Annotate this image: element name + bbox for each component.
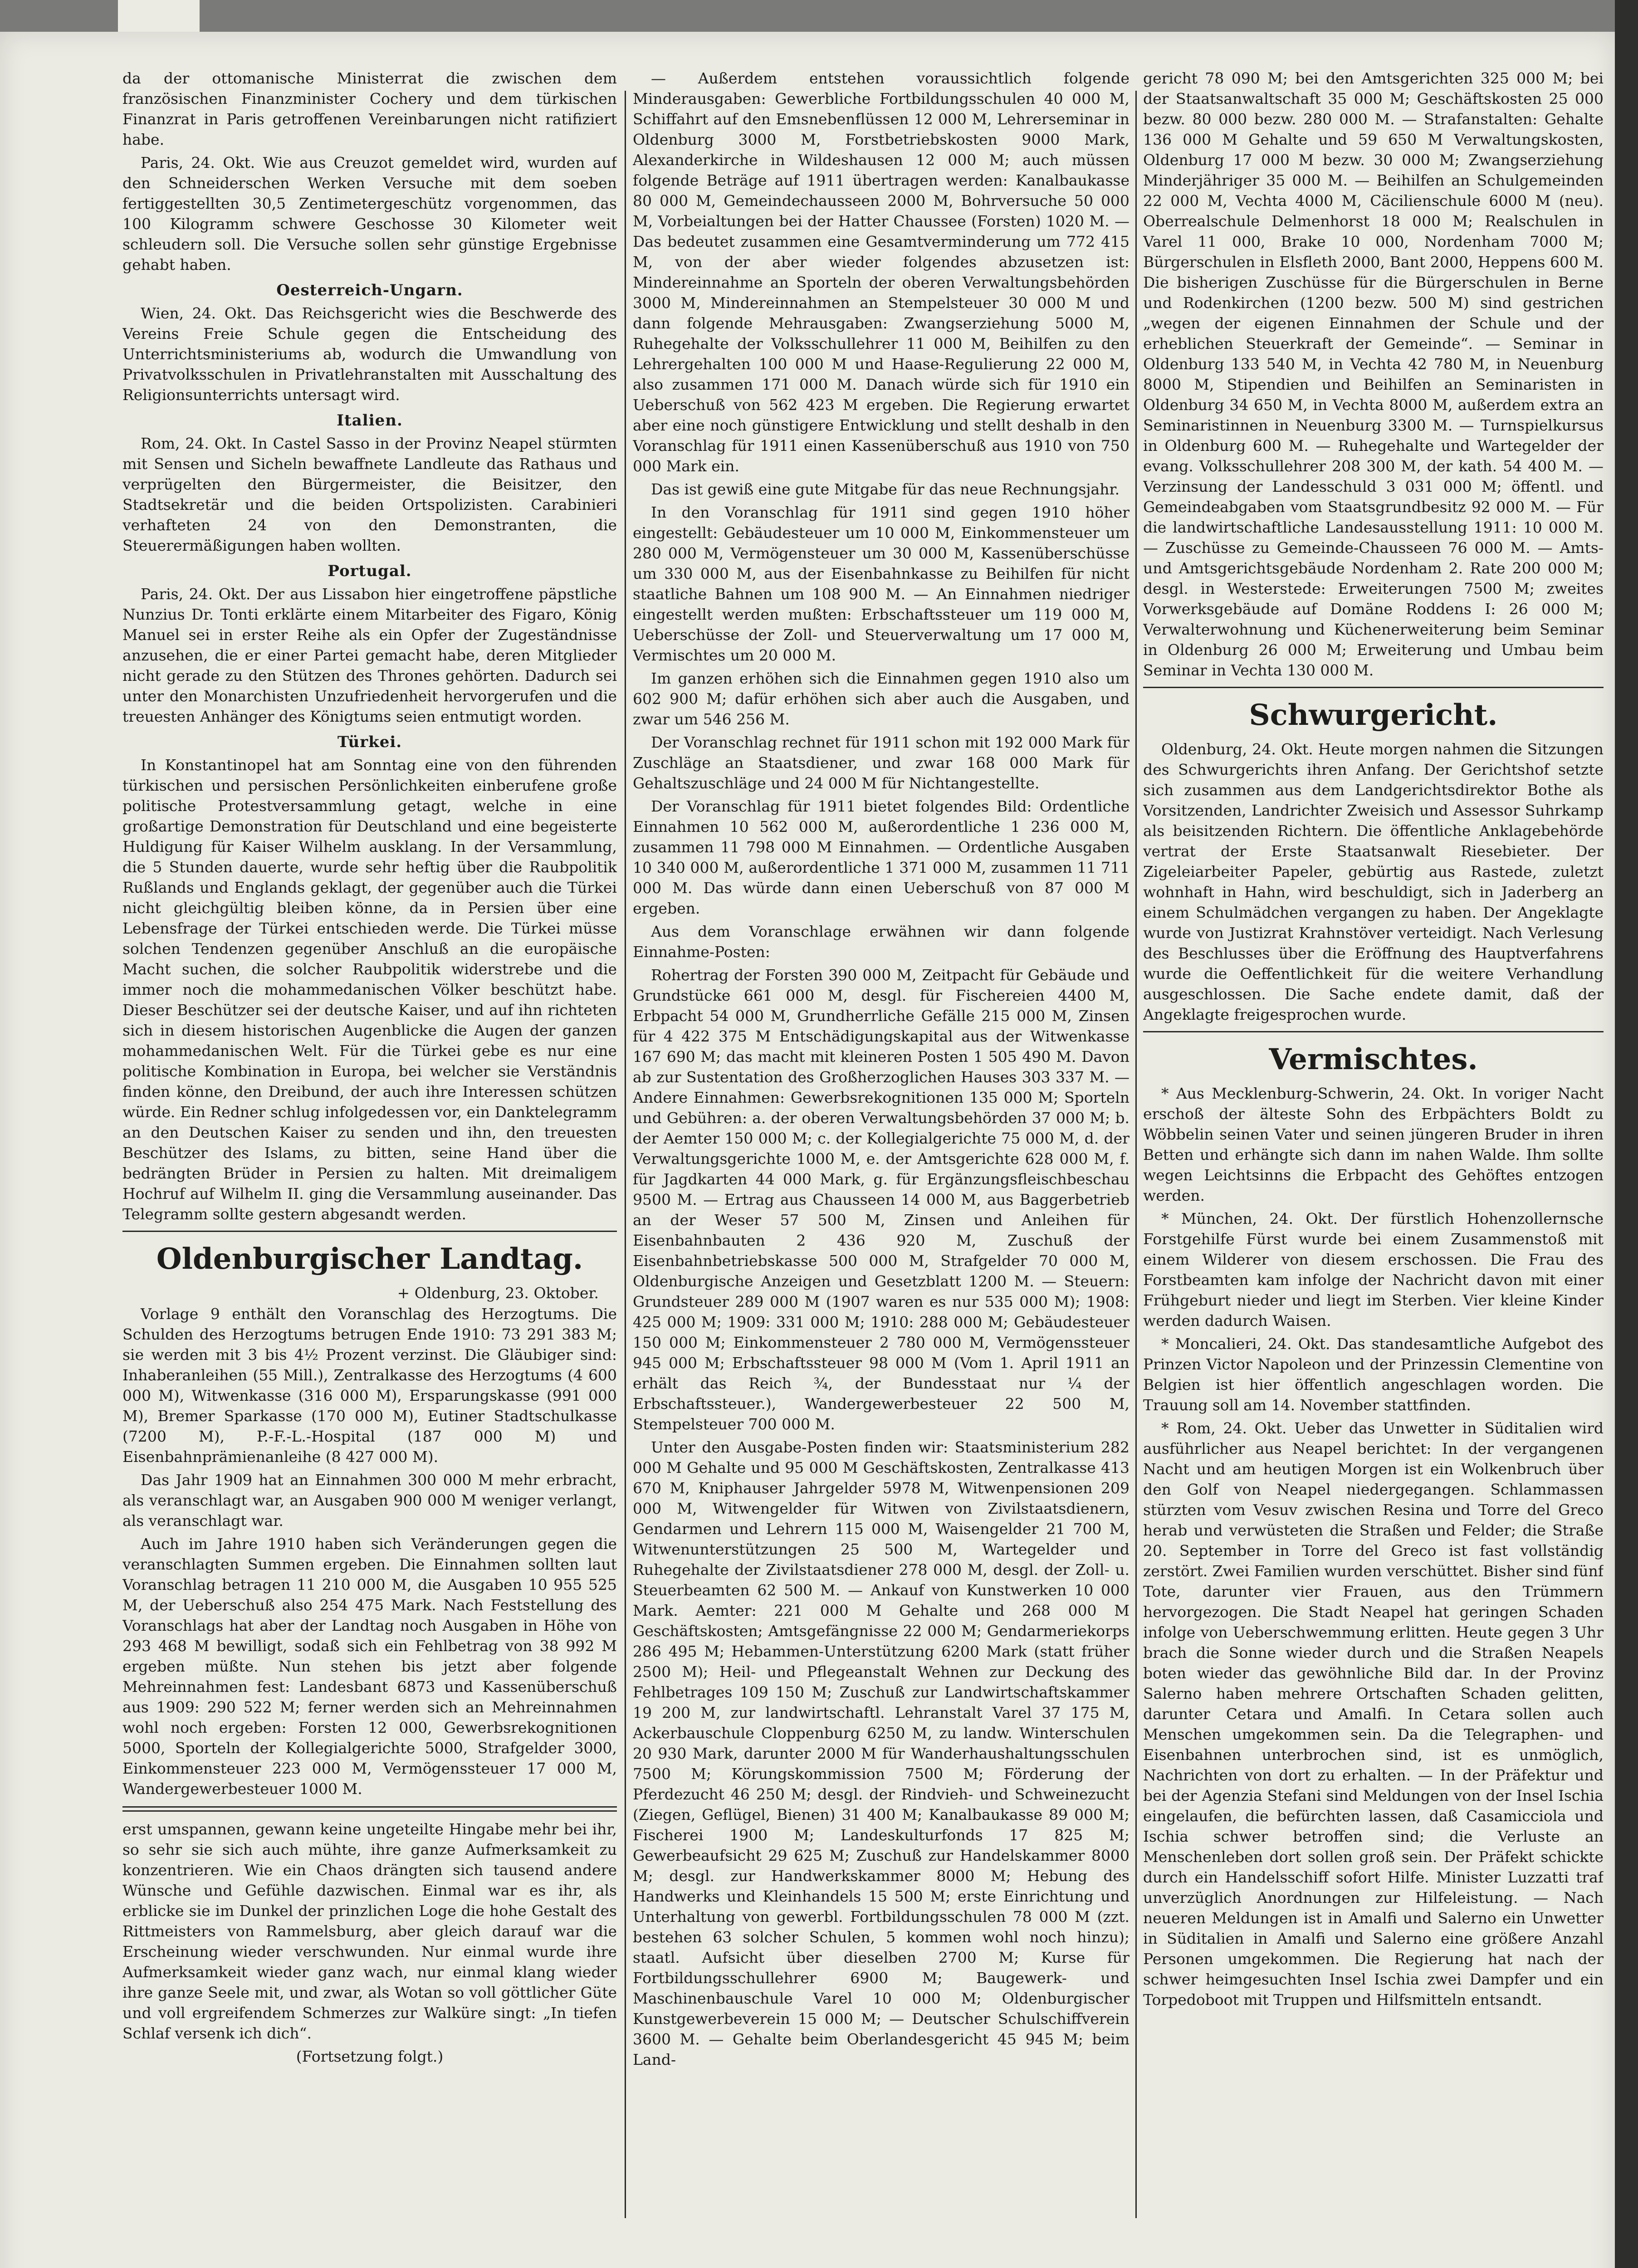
article-text: gericht 78 090 M; bei den Amtsgerichten 325 000 M; bei der Staatsanwaltschaft 35 000 M; Geschäftskosten 25 000 bezw. 80 000 bezw. 280 000 M. — Strafanstalten: Gehalte 136 000 M Gehalte und 59 650 M Verwaltungskosten, Oldenburg 17 000 M bezw. 30 000 M; Zwangserziehung Minderjähriger 35 000 M. — Beihilfen an Schulgemeinden 22 000 M, Vechta 4000 M, Cäcilienschule 6000 M (neu). Oberrealschule Delmenhorst 18 000 M; Realschulen in Varel 11 000, Brake 10 000, Nordenham 7000 M; Bürgerschulen in Elsfleth 2000, Bant 2000, Heppens 600 M. Die bisherigen Zuschüsse für die Bürgerschulen in Berne und Rodenkirchen (1200 bezw. 500 M) sind gestrichen „wegen der eigenen Einnahmen der Schule und der erheblichen Steuerkraft der Gemeinde“. — Seminar in Oldenburg 133 540 M, in Vechta 42 780 M, in Neuenburg 8000 M, Stipendien und Beihilfen an Seminaristen in Oldenburg 34 650 M, in Vechta 8000 M, außerdem extra an Seminaristinnen in Neuenburg 3300 M. — Turnspielkursus in Oldenburg 600 M. — Ruhegehalte und Wartegelder der evang. Volksschullehrer 208 300 M, der kath. 54 400 M. — Verzinsung der Landesschuld 3 031 000 M; öffentl. und Gemeindeabgaben vom Staatsgrundbesitz 92 000 M. — Für die landwirtschaftliche Landesausstellung 1911: 10 000 M. — Zuschüsse zu Gemeinde-Chausseen 76 000 M. — Amts- und Amtsgerichtsgebäude Nordenham 2. Rate 200 000 M; desgl. in Westerstede: Erweiterungen 7500 M; zweites Vorwerksgebäude auf Domäne Roddens I: 26 000 M; Verwalterwohnung und Küchenerweiterung beim Seminar in Oldenburg 26 000 M; Erweiterung und Umbau beim Seminar in Vechta 130 000 M. [1143,69,1604,679]
feuilleton-divider [122,1806,617,1812]
article-text: Das Jahr 1909 hat an Einnahmen 300 000 M mehr erbracht, als veranschlagt war, an Ausgaben 900 000 M weniger verlangt, als veranschlagt war. [122,1471,617,1530]
article-text: * Aus Mecklenburg-Schwerin, 24. Okt. In voriger Nacht erschoß der älteste Sohn des Erbpächters Boldt zu Wöbbelin seinen Vater und seinen jüngeren Bruder in ihren Betten und erhängte sich dann im nahen Walde. Ihm sollte wegen Leichtsinns die Erbpacht des Gehöftes entzogen werden. [1143,1085,1604,1204]
schwurgericht-heading: Schwurgericht. [1249,698,1498,732]
article-text: — Außerdem entstehen voraussichtlich folgende Minderausgaben: Gewerbliche Fortbildungsschulen 40 000 M, Schiffahrt auf den Emsnebenflüssen 12 000 M, Lehrerseminar in Oldenburg 3000 M, Forstbetriebskosten 9000 Mark, Alexanderkirche in Wildeshausen 12 000 M; auch müssen folgende Beträge auf 1911 übertragen werden: Kanalbaukasse 80 000 M, Gemeindechausseen 2000 M, Bohrversuche 50 000 M, Vorbeialtungen bei der Hatter Chaussee (Forsten) 1020 M. — Das bedeutet zusammen eine Gesamtverminderung um 772 415 M, von der aber wieder folgendes abzusetzen ist: Mindereinnahme an Sporteln der oberen Verwaltungsbehörden 3000 M, Mindereinnahmen an Stempelsteuer 30 000 M und dann folgende Mehrausgaben: Zwangserziehung 5000 M, Ruhegehalte der Volksschullehrer 11 000 M, Beihilfen zu den Lehrergehalten 100 000 M und Haase-Regulierung 22 000 M, also zusammen 171 000 M. Danach würde sich für 1910 ein Ueberschuß von 562 423 M ergeben. Die Regierung erwartet aber eine noch günstigere Entwicklung und stellt deshalb in den Voranschlag für 1911 einen Kassenüberschuß aus 1910 von 750 000 Mark ein. [633,69,1129,475]
article-text: Unter den Ausgabe-Posten finden wir: Staatsministerium 282 000 M Gehalte und 95 000 M Geschäftskosten, Zentralkasse 413 670 M, Kniphauser Jahrgelder 5978 M, Witwenpensionen 209 000 M, Witwengelder für Witwen von Zivilstaatsdienern, Gendarmen und Lehrern 115 000 M, Waisengelder 21 700 M, Witwenunterstützungen 25 500 M, Wartegelder und Ruhegehalte der Zivilstaatsdiener 278 000 M, desgl. der Zoll- u. Steuerbeamten 62 500 M. — Ankauf von Kunstwerken 10 000 Mark. Aemter: 221 000 M Gehalte und 268 000 M Geschäftskosten; Amtsgefängnisse 22 000 M; Gendarmeriekorps 286 495 M; Hebammen-Unterstützung 6200 Mark (statt früher 2500 M); Heil- und Pflegeanstalt Wehnen zur Deckung des Fehlbetrages 109 150 M; Zuschuß zur Landwirtschaftskammer 19 200 M, zur landwirtschaftl. Lehranstalt Varel 37 175 M, Ackerbauschule Cloppenburg 6250 M, zu landw. Winterschulen 20 930 Mark, darunter 2000 M für Wanderhaushaltungsschulen 7500 M; Körungskommission 7500 M; Förderung der Pferdezucht 46 250 M; desgl. der Rindvieh- und Schweinezucht (Ziegen, Geflügel, Bienen) 31 400 M; Kanalbaukasse 89 000 M; Fischerei 1900 M; Landeskulturfonds 17 825 M; Gewerbeaufsicht 29 625 M; Zuschuß zur Handelskammer 8000 M; desgl. zur Handwerkskammer 8000 M; Hebung des Handwerks und Kleinhandels 15 500 M; erste Einrichtung und Unterhaltung von gewerbl. Fortbildungsschulen 78 000 M (zzt. bestehen 63 solcher Schulen, 5 kommen wohl noch hinzu); staatl. Aufsicht über dieselben 2700 M; Kurse für Fortbildungsschullehrer 6900 M; Baugewerk- und Maschinenbauschule Varel 10 000 M; Oldenburgischer Kunstgewerbeverein 15 000 M; — Deutscher Schulschiffverein 3600 M. — Gehalte beim Oberlandesgericht 45 945 M; beim Land- [633,1438,1129,2068]
article-text: Paris, 24. Okt. Der aus Lissabon hier eingetroffene päpstliche Nunzius Dr. Tonti erklärte einem Mitarbeiter des Figaro, König Manuel sei in erster Reihe als ein Opfer der Zugeständnisse anzusehen, die er einer Partei gemacht habe, deren Mitglieder nicht gerade zu den Stützen des Thrones gehörten. Dadurch sei unter den Monarchisten Unzufriedenheit hervorgerufen und die treuesten Anhänger des Königtums seien entmutigt worden. [122,585,617,725]
divider [122,1231,617,1232]
column-1 [122,68,617,2218]
page-tab [118,0,200,32]
article-text: In den Voranschlag für 1911 sind gegen 1910 höher eingestellt: Gebäudesteuer um 10 000 M, Einkommensteuer um 280 000 M, Vermögensteuer um 30 000 M, Kassenüberschüsse um 330 000 M, aus der Eisenbahnkasse zu Beihilfen für nicht staatliche Bahnen um 108 900 M. — An Einnahmen niedriger eingestellt werden mußten: Erbschaftssteuer um 119 000 M, Ueberschüsse der Zoll- und Steuerverwaltung um 17 000 M, Vermischtes um 20 000 M. [633,503,1129,664]
article-text: Im ganzen erhöhen sich die Einnahmen gegen 1910 also um 602 900 M; dafür erhöhen sich aber auch die Ausgaben, und zwar um 546 256 M. [633,670,1129,728]
feuilleton-text: erst umspannen, gewann keine ungeteilte Hingabe mehr bei ihr, so sehr sie sich auch mühte, ihre ganze Aufmerksamkeit zu konzentrieren. Wie ein Chaos drängten sich tausend andere Wünsche und Gefühle dazwischen. Einmal war es ihr, als erblicke sie im Dunkel der prinzlichen Loge die hohe Gestalt des Rittmeisters von Rammelsburg, aber gleich darauf war die Erscheinung wieder verschwunden. Nur einmal wurde ihre Aufmerksamkeit wieder ganz wach, nur einmal klang wieder ihre ganze Seele mit, und zwar, als Wotan so voll göttlicher Güte und voll ergreifendem Schmerzes zur Walküre singt: „In tiefen Schlaf versenk ich dich“. [122,1820,617,2042]
article-text: Der Voranschlag für 1911 bietet folgendes Bild: Ordentliche Einnahmen 10 562 000 M, außerordentliche 1 236 000 M, zusammen 11 798 000 M Einnahmen. — Ordentliche Ausgaben 10 340 000 M, außerordentliche 1 371 000 M, zusammen 11 711 000 M. Das würde dann einen Ueberschuß von 87 000 M ergeben. [633,797,1129,917]
article-text: Auch im Jahre 1910 haben sich Veränderungen gegen die veranschlagten Summen ergeben. Die Einnahmen sollten laut Voranschlag betragen 11 210 000 M, die Ausgaben 10 955 525 M, der Ueberschuß also 254 475 Mark. Nach Feststellung des Voranschlags hat aber der Landtag noch Ausgaben in Höhe von 293 468 M bewilligt, sodaß sich ein Fehlbetrag von 38 992 M ergeben müßte. Nun stehen bis jetzt aber folgende Mehreinnahmen fest: Landesbant 6873 und Kassenüberschuß aus 1909: 290 522 M; ferner werden sich an Mehreinnahmen wohl noch ergeben: Forsten 12 000, Gewerbsrekognitionen 5000, Sporteln der Kollegialgerichte 5000, Strafgelder 3000, Einkommensteuer 223 000 M, Vermögenssteuer 17 000 M, Wandergewerbesteuer 1000 M. [122,1535,617,1798]
article-text: Rohertrag der Forsten 390 000 M, Zeitpacht für Gebäude und Grundstücke 661 000 M, desgl. für Fischereien 4400 M, Erbpacht 54 000 M, Grundherrliche Gefälle 215 000 M, Zinsen für 4 422 375 M Entschädigungskapital aus der Witwenkasse 167 690 M; das macht mit kleineren Posten 1 505 490 M. Davon ab zur Sustentation des Großherzoglichen Hauses 303 337 M. — Andere Einnahmen: Gewerbsrekognitionen 135 000 M; Sporteln und Gebühren: a. der oberen Verwaltungsbehörden 37 000 M; b. der Aemter 150 000 M; c. der Kollegialgerichte 75 000 M, d. der Verwaltungsgerichte 1000 M, e. der Amtsgerichte 628 000 M, f. für Jagdkarten 44 000 Mark, g. für Ergänzungsfleischbeschau 9500 M. — Ertrag aus Chausseen 14 000 M, aus Baggerbetrieb an der Weser 57 500 M, Zinsen und Anleihen für Eisenbahnbauten 2 436 920 M, Zuschuß der Eisenbahnbetriebskasse 500 000 M, Strafgelder 70 000 M, Oldenburgische Anzeigen und Gesetzblatt 1200 M. — Steuern: Grundsteuer 289 000 M (1907 waren es nur 535 000 M); 1908: 425 000 M; 1909: 331 000 M; 1910: 288 000 M; Gebäudesteuer 150 000 M; Einkommensteuer 2 780 000 M, Vermögenssteuer 945 000 M; Erbschaftssteuer 98 000 M (Vom 1. April 1911 an erhält das Reich ¾, der Bundesstaat nur ¼ der Erbschaftssteuer.), Wandergewerbesteuer 22 500 M, Stempelsteuer 700 000 M. [633,966,1129,1433]
dateline: + Oldenburg, 23. Oktober. [397,1284,599,1302]
landtag-heading: Oldenburgischer Landtag. [156,1242,583,1276]
column-rule-1 [625,91,626,2218]
article-text: da der ottomanische Ministerrat die zwischen dem französischen Finanzminister Cochery und dem türkischen Finanzrat in Paris getroffenen Vereinbarungen nicht ratifiziert habe. [122,69,617,148]
divider [1143,687,1604,688]
article-text: Rom, 24. Okt. In Castel Sasso in der Provinz Neapel stürmten mit Sensen und Sicheln bewaffnete Landleute das Rathaus und verprügelten den Bürgermeister, die Beisitzer, den Stadtsekretär und die beiden Ortspolizisten. Carabinieri verhafteten 24 von den Demonstranten, die Steuerermäßigungen haben wollten. [122,435,617,554]
section-heading: Oesterreich-Ungarn. [276,281,463,299]
article-text: Wien, 24. Okt. Das Reichsgericht wies die Beschwerde des Vereins Freie Schule gegen die Entscheidung des Unterrichtsministeriums ab, wodurch die Umwandlung von Privatvolksschulen in Privatlehranstalten mit Ausschaltung des Religionsunterrichts untersagt wird. [122,304,617,404]
scan-edge [1615,0,1638,2268]
section-heading: Italien. [337,411,403,430]
article-text: Paris, 24. Okt. Wie aus Creuzot gemeldet wird, wurden auf den Schneiderschen Werken Versuche mit dem soeben fertiggestellten 30,5 Zentimetergeschütz vorgenommen, das 100 Kilogramm schwere Geschosse 30 Kilometer weit schleudern soll. Die Versuche sollen sehr günstige Ergebnisse gehabt haben. [122,154,617,274]
divider [1143,1031,1604,1032]
continuation-note: (Fortsetzung folgt.) [296,2048,444,2065]
article-text: Vorlage 9 enthält den Voranschlag des Herzogtums. Die Schulden des Herzogtums betrugen Ende 1910: 73 291 383 M; sie werden mit 3 bis 4½ Prozent verzinst. Die Gläubiger sind: Inhaberanleihen (55 Mill.), Zentralkasse des Herzogtums (4 600 000 M), Witwenkasse (316 000 M), Ersparungskasse (991 000 M), Bremer Sparkasse (170 000 M), Eutiner Stadtschulkasse (7200 M), P.-F.-L.-Hospital (187 000 M) und Eisenbahnprämienanleihe (8 427 000 M). [122,1305,617,1466]
column-2 [633,68,1129,2218]
article-text: * Rom, 24. Okt. Ueber das Unwetter in Süditalien wird ausführlicher aus Neapel berichtet: In der vergangenen Nacht und am heutigen Morgen ist ein Wolkenbruch über den Golf von Neapel niedergegangen. Schlammassen stürzten vom Vesuv zwischen Resina und Torre del Greco herab und verwüsteten die Straßen und Felder; die Straße 20. September in Torre del Greco ist fast vollständig zerstört. Zwei Familien wurden verschüttet. Bisher sind fünf Tote, darunter vier Frauen, aus den Trümmern hervorgezogen. Die Stadt Neapel hat geringen Schaden infolge von Ueberschwemmung erlitten. Heute gegen 3 Uhr brach die Sonne wieder durch und die Straßen Neapels boten wieder das gewöhnliche Bild dar. In der Provinz Salerno haben mehrere Ortschaften Schaden gelitten, darunter Cetara und Amalfi. In Cetara sollen auch Menschen umgekommen sein. Da die Telegraphen- und Eisenbahnen unterbrochen sind, ist es unmöglich, Nachrichten von dort zu erhalten. — In der Präfektur und bei der Agenzia Stefani sind Meldungen von der Insel Ischia eingelaufen, die befürchten lassen, daß Casamicciola und Ischia schwer betroffen sind; die Verluste an Menschenleben dort sollen groß sein. Der Präfekt schickte durch ein Handelsschiff sofort Hilfe. Minister Luzzatti traf unverzüglich Anordnungen zur Hilfeleistung. — Nach neueren Meldungen ist in Amalfi und Salerno ein Unwetter in Süditalien in Amalfi und Salerno eine größere Anzahl Personen umgekommen. Die Regierung hat nach der schwer heimgesuchten Insel Ischia zwei Dampfer und ein Torpedoboot mit Truppen und Hilfsmitteln entsandt. [1143,1419,1604,2009]
article-text: Aus dem Voranschlage erwähnen wir dann folgende Einnahme-Posten: [633,923,1129,961]
article-text: Der Voranschlag rechnet für 1911 schon mit 192 000 Mark für Zuschläge an Staatsdiener, und zwar 168 000 Mark für Gehaltszuschläge und 24 000 M für Nichtangestellte. [633,733,1129,792]
section-heading: Portugal. [328,562,412,580]
article-text: Das ist gewiß eine gute Mitgabe für das neue Rechnungsjahr. [651,480,1120,498]
column-3 [1143,68,1604,2218]
column-rule-2 [1135,91,1137,2218]
article-text: Oldenburg, 24. Okt. Heute morgen nahmen die Sitzungen des Schwurgerichts ihren Anfang. Der Gerichtshof setzte sich zusammen aus dem Landgerichtsdirektor Bothe als Vorsitzenden, Landrichter Zweisich und Assessor Suhrkamp als beisitzenden Richtern. Die öffentliche Anklagebehörde vertrat der Erste Staatsanwalt Riesebieter. Der Zigeleiarbeiter Papeler, gebürtig aus Rastede, zuletzt wohnhaft in Hahn, wird beschuldigt, sich in Jaderberg an einem Schulmädchen vergangen zu haben. Der Angeklagte wurde von Justizrat Krahnstöver verteidigt. Nach Verlesung des Beschlusses über die Eröffnung des Hauptverfahrens wurde die Oeffentlichkeit für die weitere Verhandlung ausgeschlossen. Die Sache endete damit, daß der Angeklagte freigesprochen wurde. [1143,740,1604,1023]
article-text: * Moncalieri, 24. Okt. Das standesamtliche Aufgebot des Prinzen Victor Napoleon und der Prinzessin Clementine von Belgien ist hier öffentlich angeschlagen worden. Die Trauung soll am 14. November stattfinden. [1143,1335,1604,1414]
section-heading: Türkei. [337,733,402,751]
article-text: In Konstantinopel hat am Sonntag eine von den führenden türkischen und persischen Persönlichkeiten einberufene große politische Protestversammlung getagt, welche in eine großartige Demonstration für Deutschland und eine begeisterte Huldigung für Kaiser Wilhelm ausklang. In der Versammlung, die 5 Stunden dauerte, wurde sehr heftig über die Raubpolitik Rußlands und Englands geklagt, der gegenüber auch die Türkei nicht gleichgültig bleiben könne, da in Persien über eine Lebensfrage der Türkei entschieden werde. Die Türkei müsse solchen Tendenzen gegenüber Anschluß an die europäische Macht suchen, die solcher Raubpolitik widerstrebe und die immer noch die mohammedanischen Völker beschützt habe. Dieser Beschützer sei der deutsche Kaiser, und auf ihn richteten sich in diesem historischen Augenblicke die Augen der ganzen mohammedanischen Welt. Für die Türkei gebe es nur eine politische Kombination in Europa, bei welcher sie Verständnis finden könne, den Dreibund, der auch ihre Interessen schützen würde. Ein Redner schlug infolgedessen vor, ein Danktelegramm an den Deutschen Kaiser zu senden und ihn, den treuesten Beschützer des Islams, zu bitten, seine Hand über die bedrängten Brüder in Persien zu halten. Mit dreimaligem Hochruf auf Wilhelm II. ging die Versammlung auseinander. Das Telegramm sollte gestern abgesandt werden. [122,756,617,1223]
article-text: * München, 24. Okt. Der fürstlich Hohenzollernsche Forstgehilfe Fürst wurde bei einem Zusammenstoß mit einem Wilderer von diesem erschossen. Die Frau des Forstbeamten kam infolge der Nachricht davon mit einer Frühgeburt nieder und liegt im Sterben. Vier kleine Kinder werden dadurch Waisen. [1143,1210,1604,1330]
vermischtes-heading: Vermischtes. [1269,1042,1478,1076]
